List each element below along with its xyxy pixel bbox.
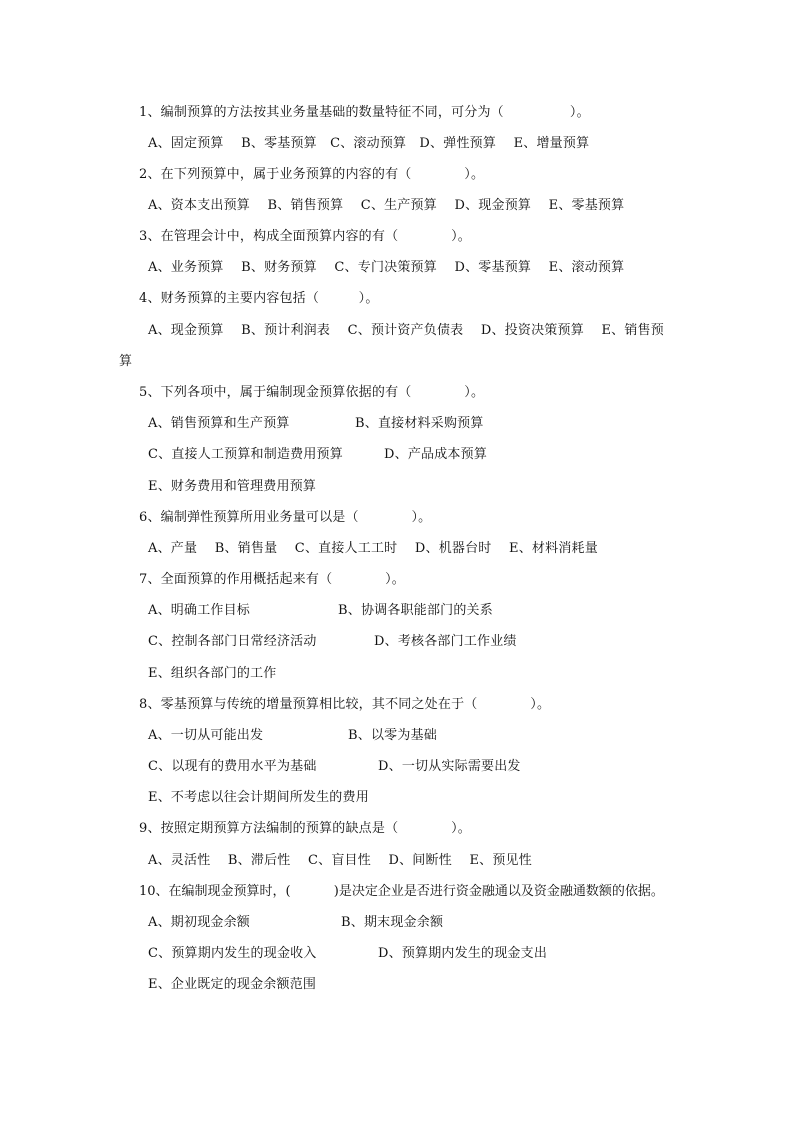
question-2-options: A、资本支出预算 B、销售预算 C、生产预算 D、现金预算 E、零基预算	[148, 198, 625, 213]
question-3-stem: 3、在管理会计中，构成全面预算内容的有（ ）。	[139, 229, 471, 244]
question-6-options: A、产量 B、销售量 C、直接人工工时 D、机器台时 E、材料消耗量	[148, 541, 598, 556]
question-1-options: A、固定预算 B、零基预算 C、滚动预算 D、弹性预算 E、增量预算	[148, 136, 590, 151]
question-7-option-e: E、组织各部门的工作	[148, 666, 277, 681]
question-10-option-c: C、预算期内发生的现金收入	[148, 946, 317, 961]
question-7-option-c: C、控制各部门日常经济活动	[148, 634, 317, 649]
question-8-option-a: A、一切从可能出发	[148, 728, 264, 743]
question-5-option-e: E、财务费用和管理费用预算	[148, 479, 317, 494]
question-9-options: A、灵活性 B、滞后性 C、盲目性 D、间断性 E、预见性	[148, 853, 532, 868]
question-7-option-b: B、协调各职能部门的关系	[338, 603, 493, 618]
question-1-stem: 1、编制预算的方法按其业务量基础的数量特征不同，可分为（ ）。	[139, 105, 590, 120]
question-2-stem: 2、在下列预算中，属于业务预算的内容的有（ ）。	[139, 167, 485, 182]
question-4-stem: 4、财务预算的主要内容包括（ ）。	[139, 291, 379, 306]
question-7-option-d: D、考核各部门工作业绩	[374, 634, 517, 649]
question-5-stem: 5、下列各项中，属于编制现金预算依据的有（ ）。	[139, 385, 485, 400]
question-6-stem: 6、编制弹性预算所用业务量可以是（ ）。	[139, 510, 432, 525]
question-10-stem: 10、在编制现金预算时，( )是决定企业是否进行资金融通以及资金融通数额的依据。	[139, 884, 664, 899]
question-7-stem: 7、全面预算的作用概括起来有（ ）。	[139, 572, 405, 587]
question-7-option-a: A、明确工作目标	[148, 603, 250, 618]
question-8-option-d: D、一切从实际需要出发	[378, 759, 521, 774]
question-8-option-e: E、不考虑以往会计期间所发生的费用	[148, 790, 369, 805]
question-5-option-b: B、直接材料采购预算	[355, 416, 484, 431]
question-8-option-b: B、以零为基础	[348, 728, 437, 743]
question-10-option-b: B、期末现金余额	[341, 915, 444, 930]
question-10-option-e: E、企业既定的现金余额范围	[148, 977, 317, 992]
question-10-option-a: A、期初现金余额	[148, 915, 250, 930]
question-4-options: A、现金预算 B、预计利润表 C、预计资产负债表 D、投资决策预算 E、销售预	[148, 323, 664, 338]
question-5-option-c: C、直接人工预算和制造费用预算	[148, 447, 343, 462]
question-8-option-c: C、以现有的费用水平为基础	[148, 759, 317, 774]
question-9-stem: 9、按照定期预算方法编制的预算的缺点是（ ）。	[139, 821, 471, 836]
question-8-stem: 8、零基预算与传统的增量预算相比较，其不同之处在于（ ）。	[139, 697, 551, 712]
question-4-options-continuation: 算	[119, 354, 133, 369]
question-3-options: A、业务预算 B、财务预算 C、专门决策预算 D、零基预算 E、滚动预算	[148, 260, 625, 275]
question-10-option-d: D、预算期内发生的现金支出	[378, 946, 548, 961]
question-5-option-d: D、产品成本预算	[384, 447, 488, 462]
question-5-option-a: A、销售预算和生产预算	[148, 416, 290, 431]
